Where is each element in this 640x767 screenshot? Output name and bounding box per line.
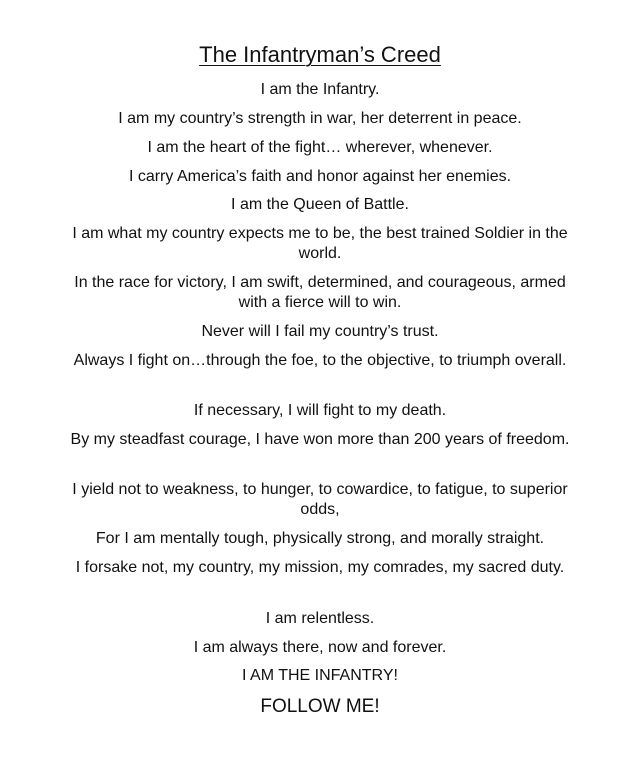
creed-line-13: For I am mentally tough, physically strong, and morally straight. bbox=[95, 530, 545, 547]
creed-line-11: By my steadfast courage, I have won more than 200 years of freedom. bbox=[70, 431, 570, 448]
creed-line-6: I am what my country expects me to be, the best trained Soldier in the world. bbox=[72, 225, 568, 262]
creed-line-3: I am the heart of the fight… wherever, whenever. bbox=[147, 139, 493, 156]
creed-line-5: I am the Queen of Battle. bbox=[231, 196, 409, 213]
creed-line-16: I am always there, now and forever. bbox=[193, 639, 447, 656]
creed-line-8: Never will I fail my country’s trust. bbox=[201, 323, 439, 340]
creed-line-7: In the race for victory, I am swift, determined, and courageous, armed with a fierce will to win. bbox=[74, 274, 566, 311]
creed-line-10: If necessary, I will fight to my death. bbox=[193, 402, 447, 419]
creed-line-14: I forsake not, my country, my mission, my comrades, my sacred duty. bbox=[75, 559, 565, 576]
creed-line-2: I am my country’s strength in war, her deterrent in peace. bbox=[118, 110, 522, 127]
creed-closing-line: FOLLOW ME! bbox=[260, 696, 380, 717]
creed-line-4: I carry America’s faith and honor against her enemies. bbox=[128, 168, 512, 185]
creed-line-17: I AM THE INFANTRY! bbox=[242, 667, 398, 684]
creed-line-15: I am relentless. bbox=[265, 610, 375, 627]
creed-line-12: I yield not to weakness, to hunger, to cowardice, to fatigue, to superior odds, bbox=[72, 481, 568, 518]
creed-line-1: I am the Infantry. bbox=[260, 81, 380, 98]
creed-line-9: Always I fight on…through the foe, to the objective, to triumph overall. bbox=[73, 352, 567, 369]
document-title: The Infantryman’s Creed bbox=[199, 42, 441, 67]
